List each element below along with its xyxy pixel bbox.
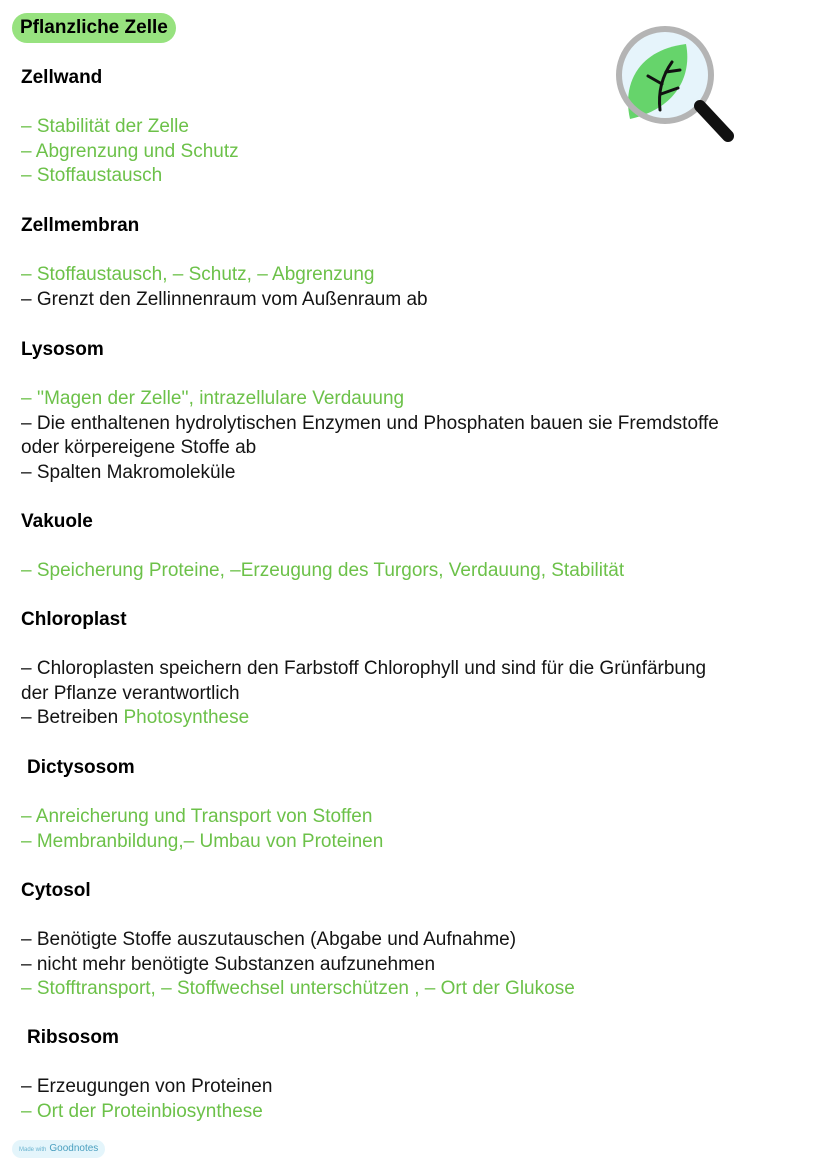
list-item: – Anreicherung und Transport von Stoffen xyxy=(21,806,373,827)
list-item: der Pflanze verantwortlich xyxy=(21,682,240,704)
section-heading: Cytosol xyxy=(21,880,91,901)
list-item-text: – Betreiben xyxy=(21,707,124,728)
section-zellwand xyxy=(21,66,811,189)
section-ribsosom xyxy=(21,1026,811,1124)
section-heading: Zellmembran xyxy=(21,215,140,236)
list-item: – ''Magen der Zelle'', intrazellulare Verdauung xyxy=(21,388,405,409)
list-item: – Speicherung Proteine, –Erzeugung des Turgors, Verdauung, Stabilität xyxy=(21,560,625,581)
section-lysosom xyxy=(21,338,811,485)
list-item: – Stabilität der Zelle xyxy=(21,116,189,137)
section-heading: Dictysosom xyxy=(27,757,135,778)
section-heading: Lysosom xyxy=(21,339,104,360)
section-heading: Ribsosom xyxy=(27,1027,119,1048)
list-item: – Benötigte Stoffe auszutauschen (Abgabe und Aufnahme) xyxy=(21,929,517,950)
list-item: – Stofftransport, – Stoffwechsel unterschützen , – Ort der Glukose xyxy=(21,978,575,999)
list-item: – Grenzt den Zellinnenraum vom Außenraum ab xyxy=(21,288,428,310)
list-item: – Stoffaustausch, – Schutz, – Abgrenzung xyxy=(21,264,375,285)
list-item: – Ort der Proteinbiosynthese xyxy=(21,1100,263,1122)
section-dictysosom xyxy=(21,756,811,854)
list-item: – Chloroplasten speichern den Farbstoff Chlorophyll und sind für die Grünfärbung xyxy=(21,658,707,679)
section-heading: Chloroplast xyxy=(21,609,127,630)
section-cytosol xyxy=(21,879,811,1002)
list-item: – Abgrenzung und Schutz xyxy=(21,140,239,162)
list-item: oder körpereigene Stoffe ab xyxy=(21,437,257,458)
goodnotes-badge[interactable] xyxy=(12,1140,105,1158)
section-chloroplast xyxy=(21,608,811,731)
page-title: Pflanzliche Zelle xyxy=(12,13,176,43)
made-with-label: Made with xyxy=(19,1147,47,1153)
list-item: – nicht mehr benötigte Substanzen aufzunehmen xyxy=(21,953,436,975)
list-item: – Spalten Makromoleküle xyxy=(21,461,236,483)
list-item: – Stoffaustausch xyxy=(21,165,163,186)
list-item: – Membranbildung,– Umbau von Proteinen xyxy=(21,830,384,852)
highlight-term: Photosynthese xyxy=(123,707,250,728)
section-heading: Vakuole xyxy=(21,511,93,532)
list-item: – Erzeugungen von Proteinen xyxy=(21,1076,273,1097)
section-heading: Zellwand xyxy=(21,67,103,88)
section-vakuole xyxy=(21,510,811,584)
section-zellmembran xyxy=(21,214,811,312)
list-item xyxy=(21,706,811,731)
list-item: – Die enthaltenen hydrolytischen Enzymen und Phosphaten bauen sie Fremdstoffe xyxy=(21,412,719,434)
brand-label: Goodnotes xyxy=(49,1143,99,1154)
